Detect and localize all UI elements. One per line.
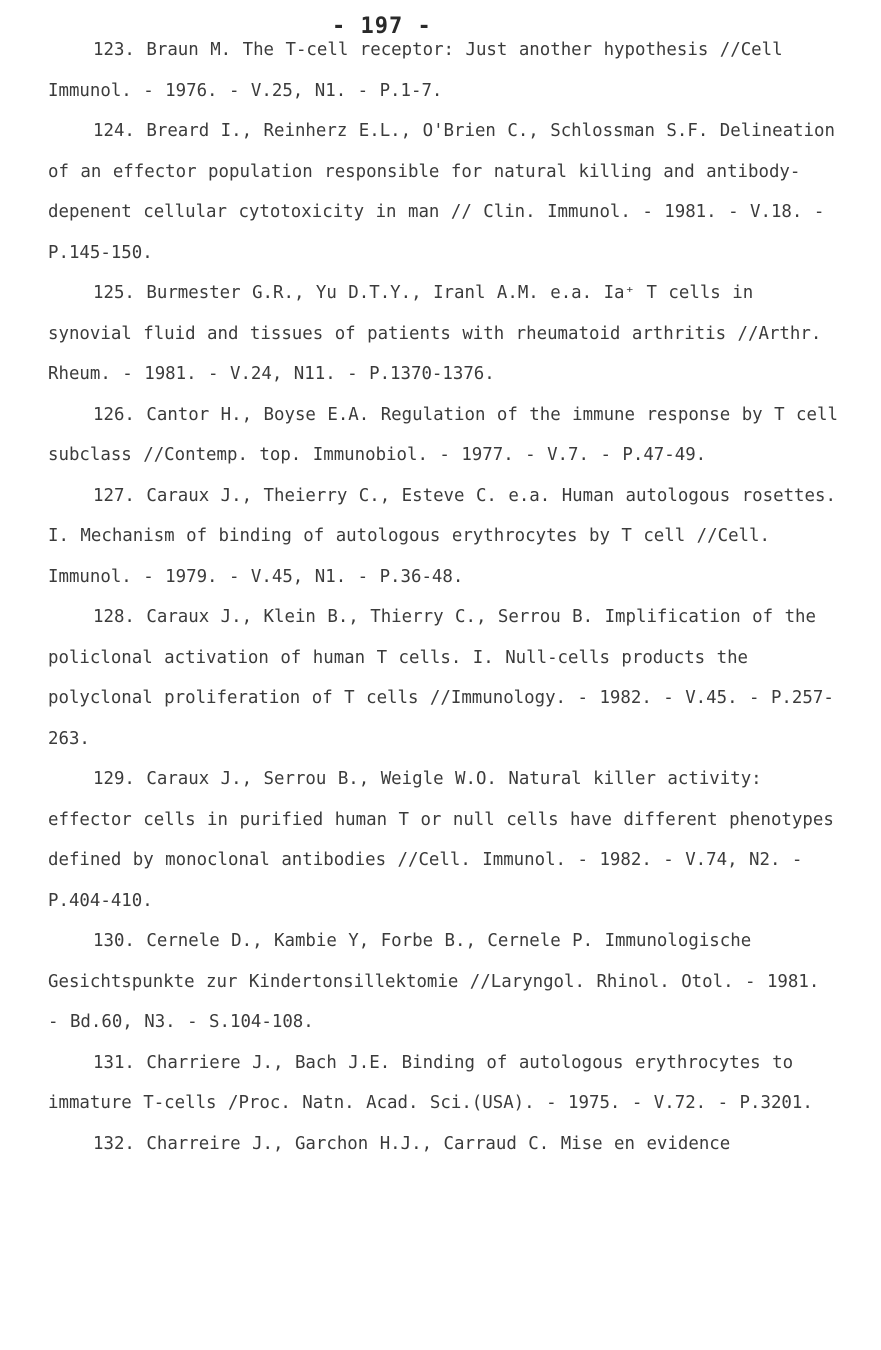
reference-item (48, 1124, 838, 1165)
reference-item (48, 759, 838, 921)
reference-number: 127. (93, 485, 135, 506)
reference-item (48, 111, 838, 273)
reference-item (48, 395, 838, 476)
reference-item (48, 597, 838, 759)
reference-item (48, 273, 838, 395)
reference-text: Caraux J., Klein B., Thierry C., Serrou B. Implification of the policlonal activation of human T cells. I. Null-cells products the polyclonal proliferation of T cells //Immunology. - 1982. - V.45. - P.257-263. (48, 607, 834, 749)
page-number: - 197 - (332, 14, 432, 39)
reference-text: Breard I., Reinherz E.L., O'Brien C., Schlossman S.F. Delineation of an effector population responsible for natural killing and antibody-depenent cellular cytotoxicity in man // Clin. Immunol. - 1981. - V.18. - P.145-150. (48, 121, 835, 263)
reference-item (48, 1043, 838, 1124)
reference-number: 132. (93, 1133, 135, 1154)
reference-item (48, 476, 838, 598)
reference-text: Caraux J., Theierry C., Esteve C. e.a. Human autologous rosettes. I. Mechanism of binding of autologous erythrocytes by T cell //Cell. Immunol. - 1979. - V.45, N1. - P.36-48. (48, 485, 836, 587)
reference-text: Cantor H., Boyse E.A. Regulation of the immune response by T cell subclass //Contemp. top. Immunobiol. - 1977. - V.7. - P.47-49. (48, 404, 838, 465)
reference-item (48, 921, 838, 1043)
reference-text: Braun M. The T-cell receptor: Just another hypothesis //Cell Immunol. - 1976. - V.25, N1. - P.1-7. (48, 40, 783, 101)
reference-text: Caraux J., Serrou B., Weigle W.O. Natural killer activity: effector cells in purified human T or null cells have different phenotypes defined by monoclonal antibodies //Cell. Immunol. - 1982. - V.74, N2. - P.404-410. (48, 769, 834, 911)
reference-item (48, 30, 838, 111)
reference-number: 124. (93, 121, 135, 141)
reference-list (48, 30, 838, 1164)
reference-text: Charriere J., Bach J.E. Binding of autologous erythrocytes to immature T-cells /Proc. Natn. Acad. Sci.(USA). - 1975. - V.72. - P.3201. (48, 1052, 813, 1113)
reference-text: Burmester G.R., Yu D.T.Y., Iranl A.M. e.a. Ia⁺ T cells in synovial fluid and tissues of patients with rheumatoid arthritis //Arthr. Rheum. - 1981. - V.24, N11. - P.1370-1376. (48, 283, 822, 384)
reference-number: 129. (93, 769, 135, 789)
reference-text: Charreire J., Garchon H.J., Carraud C. Mise en evidence (146, 1133, 731, 1154)
reference-number: 130. (93, 931, 135, 951)
reference-number: 123. (93, 40, 135, 60)
reference-text: Cernele D., Kambie Y, Forbe B., Cernele P. Immunologische Gesichtspunkte zur Kindertonsillektomie //Laryngol. Rhinol. Otol. - 1981. - Bd.60, N3. - S.104-108. (48, 931, 820, 1032)
reference-number: 128. (93, 607, 135, 627)
reference-number: 125. (93, 283, 135, 303)
reference-number: 131. (93, 1052, 135, 1073)
reference-number: 126. (93, 404, 135, 425)
